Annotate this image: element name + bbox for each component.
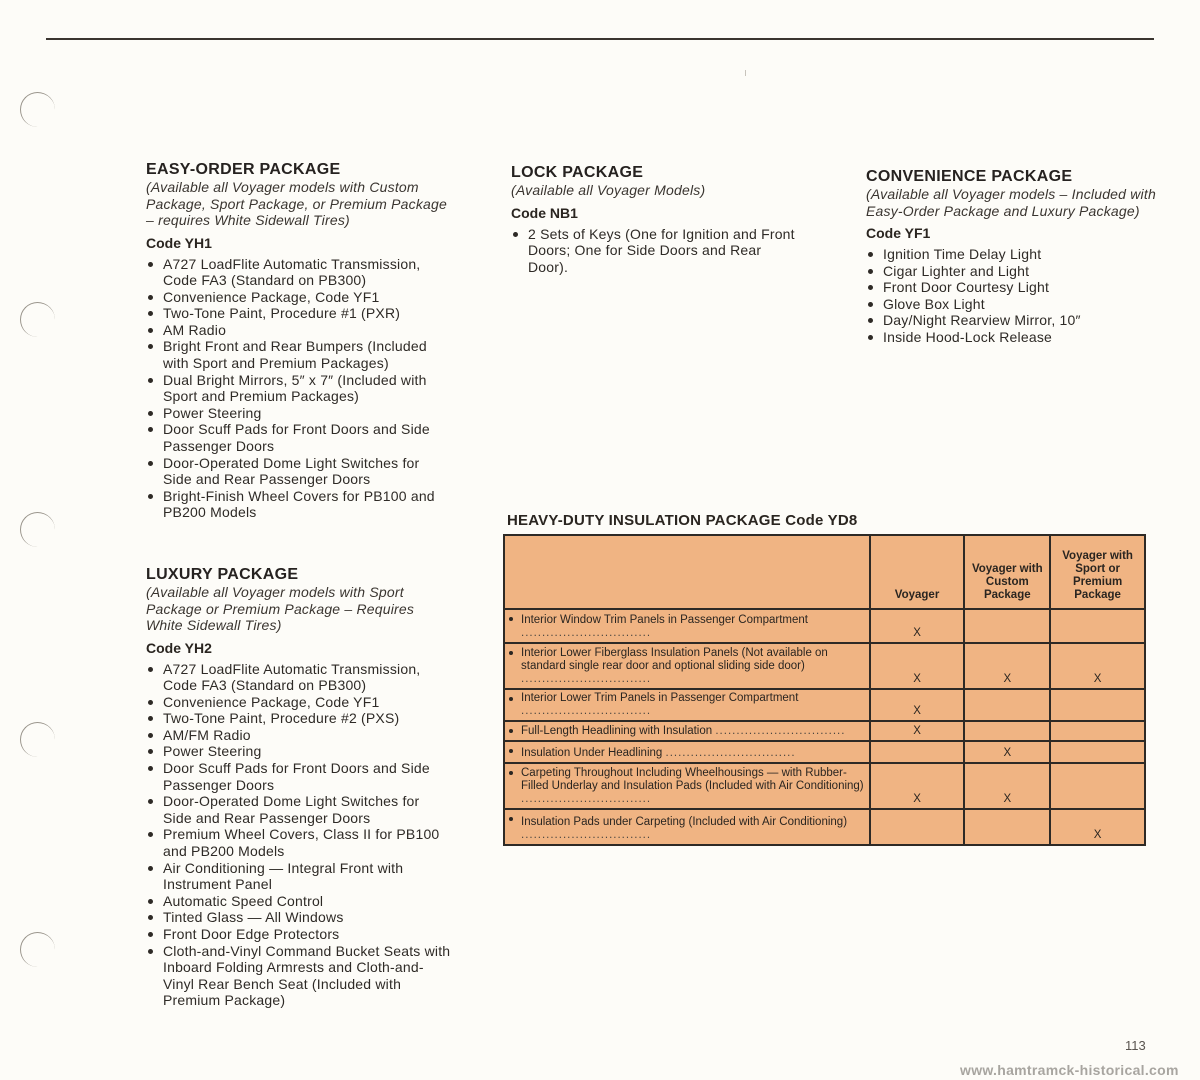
feature-cell [504,721,870,741]
list-item: Inside Hood-Lock Release [866,329,1156,346]
list-item: AM/FM Radio [146,727,451,744]
list-item: Cloth-and-Vinyl Command Bucket Seats with Inboard Folding Armrests and Cloth-and-Vinyl Rear Bench Seat (Included with Premium Package) [146,943,451,1009]
binder-hole-icon [20,92,55,127]
feature-cell [504,763,870,809]
list-item: 2 Sets of Keys (One for Ignition and Front Doors; One for Side Doors and Rear Door). [511,226,796,276]
table-row [504,809,1145,845]
feature-cell [504,809,870,845]
dot-leader: ............................... [715,725,846,737]
mark-cell: X [870,609,965,643]
mark-cell: X [870,721,965,741]
section-subtitle: (Available all Voyager models with Custom Package, Sport Package, or Premium Package – requires White Sidewall Tires) [146,179,447,228]
list-item: Cigar Lighter and Light [866,263,1156,280]
mark-cell: X [1050,809,1145,845]
mark-cell: X [964,643,1050,689]
print-speck [745,70,746,76]
section-title: CONVENIENCE PACKAGE [866,168,1073,185]
binder-hole-icon [20,512,55,547]
feature-cell [504,741,870,763]
insulation-table [503,534,1146,846]
list-item: Premium Wheel Covers, Class II for PB100 and PB200 Models [146,826,451,859]
page-number: 113 [1125,1038,1146,1053]
dot-leader: ............................... [521,673,652,685]
mark-cell: X [1050,643,1145,689]
package-code: Code YH2 [146,639,212,656]
list-item: A727 LoadFlite Automatic Transmission, Code FA3 (Standard on PB300) [146,661,451,694]
dot-leader: ............................... [521,793,652,805]
table-row [504,763,1145,809]
dot-leader: ............................... [521,627,652,639]
list-item: Air Conditioning — Integral Front with Instrument Panel [146,860,451,893]
list-item: Two-Tone Paint, Procedure #1 (PXR) [146,305,451,322]
binder-hole-icon [20,722,55,757]
mark-cell [870,809,965,845]
watermark: www.hamtramck-historical.com [960,1062,1179,1078]
list-item: A727 LoadFlite Automatic Transmission, Code FA3 (Standard on PB300) [146,256,451,289]
mark-cell [964,609,1050,643]
feature-text: Interior Window Trim Panels in Passenger Compartment [521,614,808,626]
dot-leader: ............................... [521,705,652,717]
mark-cell [964,689,1050,721]
list-item: Front Door Edge Protectors [146,926,451,943]
binder-hole-icon [20,932,55,967]
feature-text: Carpeting Throughout Including Wheelhousings — with Rubber-Filled Underlay and Insulation Pads (Included with Air Conditioning) [521,767,864,792]
mark-cell [1050,609,1145,643]
column-header: Voyager [870,535,965,609]
feature-text: Interior Lower Fiberglass Insulation Panels (Not available on standard single rear door and optional sliding side door) [521,647,828,672]
column-header: Voyager with Sport or Premium Package [1050,535,1145,609]
list-item: Door Scuff Pads for Front Doors and Side Passenger Doors [146,421,451,454]
mark-cell: X [870,643,965,689]
luxury-section [146,565,451,1009]
dot-leader: ............................... [665,747,796,759]
package-code: Code NB1 [511,204,578,221]
mark-cell [1050,763,1145,809]
section-title: LOCK PACKAGE [511,164,644,181]
table-row [504,609,1145,643]
list-item: Convenience Package, Code YF1 [146,694,451,711]
table-row [504,741,1145,763]
list-item: Power Steering [146,405,451,422]
mark-cell: X [964,763,1050,809]
binder-hole-icon [20,302,55,337]
list-item: Tinted Glass — All Windows [146,909,451,926]
mark-cell [1050,741,1145,763]
table-header-row [504,535,1145,609]
feature-cell [504,643,870,689]
dot-leader: ............................... [521,829,652,841]
feature-cell [504,609,870,643]
table-row [504,689,1145,721]
list-item: Two-Tone Paint, Procedure #2 (PXS) [146,710,451,727]
list-item: Dual Bright Mirrors, 5″ x 7″ (Included with Sport and Premium Packages) [146,372,451,405]
feature-cell [504,689,870,721]
mark-cell: X [964,741,1050,763]
list-item: Automatic Speed Control [146,893,451,910]
mark-cell [870,741,965,763]
list-item: Power Steering [146,743,451,760]
list-item: Door-Operated Dome Light Switches for Side and Rear Passenger Doors [146,455,451,488]
heavy-duty-title: HEAVY-DUTY INSULATION PACKAGE Code YD8 [507,512,858,529]
feature-column-header [504,535,870,609]
package-code: Code YF1 [866,225,931,241]
easy-order-section [146,160,451,521]
list-item: Glove Box Light [866,296,1156,313]
top-rule [46,38,1154,40]
mark-cell [1050,689,1145,721]
package-code: Code YH1 [146,234,212,251]
list-item: Bright Front and Rear Bumpers (Included with Sport and Premium Packages) [146,338,451,371]
list-item: Door-Operated Dome Light Switches for Side and Rear Passenger Doors [146,793,451,826]
mark-cell [964,809,1050,845]
section-subtitle: (Available all Voyager Models) [511,182,706,198]
list-item: Ignition Time Delay Light [866,246,1156,263]
section-title: LUXURY PACKAGE [146,566,299,583]
mark-cell [1050,721,1145,741]
feature-text: Insulation Pads under Carpeting (Included with Air Conditioning) [521,816,848,828]
feature-text: Full-Length Headlining with Insulation [521,725,713,737]
feature-text: Interior Lower Trim Panels in Passenger Compartment [521,692,799,704]
list-item: Bright-Finish Wheel Covers for PB100 and PB200 Models [146,488,451,521]
column-header: Voyager with Custom Package [964,535,1050,609]
mark-cell [964,721,1050,741]
list-item: Day/Night Rearview Mirror, 10″ [866,312,1156,329]
feature-list [866,246,1156,346]
table-row [504,721,1145,741]
list-item: AM Radio [146,322,451,339]
feature-list [511,226,796,276]
section-subtitle: (Available all Voyager models with Sport Package or Premium Package – Requires White Sidewall Tires) [146,584,415,633]
list-item: Door Scuff Pads for Front Doors and Side Passenger Doors [146,760,451,793]
feature-text: Insulation Under Headlining [521,747,663,759]
mark-cell: X [870,763,965,809]
section-subtitle: (Available all Voyager models – Included with Easy-Order Package and Luxury Package) [866,186,1156,219]
table-row [504,643,1145,689]
feature-list [146,661,451,1009]
section-title: EASY-ORDER PACKAGE [146,161,341,178]
list-item: Convenience Package, Code YF1 [146,289,451,306]
convenience-section [866,167,1156,346]
mark-cell: X [870,689,965,721]
feature-list [146,256,451,522]
list-item: Front Door Courtesy Light [866,279,1156,296]
lock-section [511,163,796,275]
